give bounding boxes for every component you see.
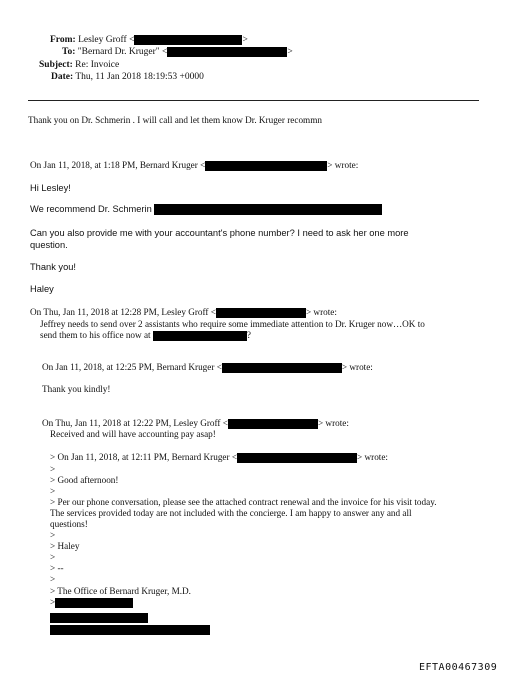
quote-signature-redacted-3: [50, 621, 210, 639]
quote-dashes: > --: [50, 563, 64, 573]
redaction-block: [134, 35, 242, 45]
quote-signature-redacted-1: >: [50, 597, 133, 608]
m3-body: Thank you kindly!: [42, 384, 111, 394]
redaction-block: [167, 47, 287, 57]
date-label: Date:: [51, 72, 74, 82]
m5-header: > On Jan 11, 2018, at 12:11 PM, Bernard Kruger < > wrote:: [50, 452, 388, 462]
quote-marker: >: [50, 552, 56, 562]
quote-marker: >: [50, 464, 56, 474]
header-divider: [28, 100, 479, 101]
m1-recommend: We recommend Dr. Schmerin: [30, 204, 382, 216]
date-line: [51, 71, 204, 83]
from-label: From:: [50, 35, 76, 45]
m1-question-line-2: question.: [30, 240, 68, 250]
m3-header: On Jan 11, 2018, at 12:25 PM, Bernard Kruger < > wrote:: [42, 362, 373, 372]
m2-body-line-1: Jeffrey needs to send over 2 assistants who require some immediate attention to Dr. Kruger now…OK to: [40, 319, 425, 329]
quote-haley: > Haley: [50, 541, 80, 551]
to-value: "Bernard Dr. Kruger" <: [77, 47, 168, 57]
quote-body-line-3: questions!: [50, 519, 88, 529]
top-reply-text: Thank you on Dr. Schmerin . I will call and let them know Dr. Kruger recommn: [28, 115, 322, 125]
m4-header: On Thu, Jan 11, 2018 at 12:22 PM, Lesley Groff < > wrote:: [42, 418, 349, 428]
quote-good-afternoon: > Good afternoon!: [50, 475, 119, 485]
subject-line: [39, 59, 119, 71]
redaction-block: [55, 598, 133, 608]
to-line: To: "Bernard Dr. Kruger" < >: [62, 47, 293, 57]
m2-header: On Thu, Jan 11, 2018 at 12:28 PM, Lesley Groff < > wrote:: [30, 307, 337, 317]
subject-value: Re: Invoice: [75, 60, 120, 70]
quote-body-line-1: > Per our phone conversation, please see the attached contract renewal and the invoice for his visit today.: [50, 497, 437, 507]
quote-marker: >: [50, 574, 56, 584]
from-line: From: Lesley Groff < >: [50, 35, 248, 45]
document-id: EFTA00467309: [419, 662, 498, 673]
from-value: Lesley Groff <: [78, 35, 135, 45]
m1-thanks: Thank you!: [30, 262, 76, 272]
quote-office: > The Office of Bernard Kruger, M.D.: [50, 586, 191, 596]
redaction-block: [153, 331, 247, 341]
m1-signature: Haley: [30, 284, 54, 294]
redaction-block: [50, 625, 210, 635]
redaction-block: [237, 453, 357, 463]
m1-question-line-1: Can you also provide me with your accountant's phone number? I need to ask her one more: [30, 228, 409, 238]
m1-greeting: Hi Lesley!: [30, 183, 71, 193]
redaction-block: [154, 204, 382, 215]
redaction-block: [205, 161, 327, 171]
m4-body: Received and will have accounting pay asap!: [50, 429, 216, 439]
quote-marker: >: [50, 486, 56, 496]
subject-label: Subject:: [39, 60, 73, 70]
redaction-block: [228, 419, 318, 429]
to-label: To:: [62, 47, 76, 57]
quote-body-line-2: The services provided today are not included with the concierge. I am happy to answer any and all: [50, 508, 412, 518]
m1-header: On Jan 11, 2018, at 1:18 PM, Bernard Kruger < > wrote:: [30, 160, 359, 170]
quote-marker: >: [50, 530, 56, 540]
date-value: Thu, 11 Jan 2018 18:19:53 +0000: [75, 72, 204, 82]
m2-body-line-2: send them to his office now at ?: [40, 330, 251, 340]
redaction-block: [222, 363, 342, 373]
redaction-block: [216, 308, 306, 318]
